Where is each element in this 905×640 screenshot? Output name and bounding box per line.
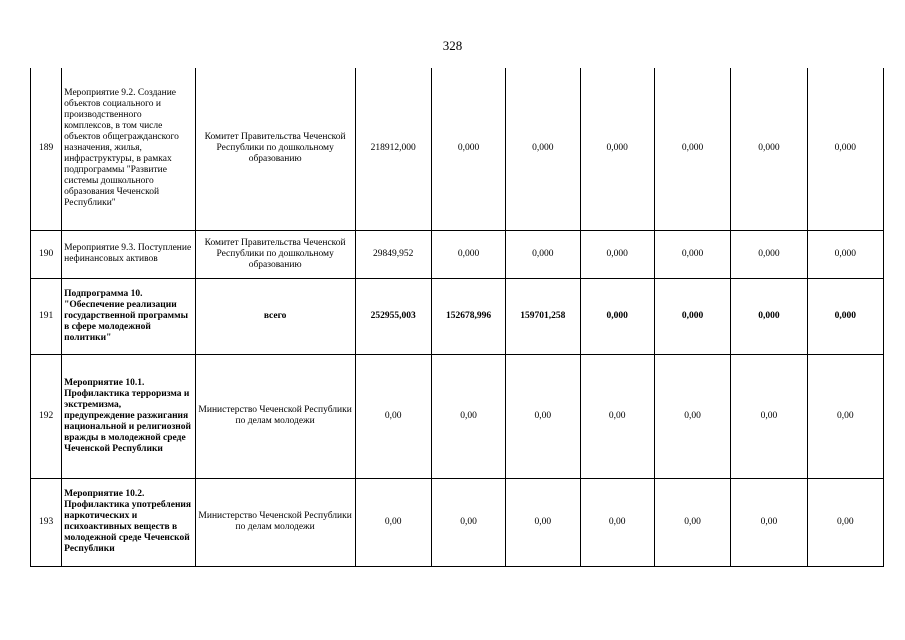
table-row [31, 354, 884, 478]
executor: Министерство Чеченской Республики по делам молодежи [195, 354, 355, 478]
value-cell: 0,00 [654, 354, 730, 478]
value-cell: 0,000 [431, 68, 505, 230]
row-number: 190 [31, 230, 62, 278]
budget-table [30, 68, 884, 567]
row-number: 193 [31, 478, 62, 566]
value-cell: 0,000 [431, 230, 505, 278]
page-number: 328 [442, 38, 463, 53]
value-cell: 252955,003 [355, 278, 431, 354]
value-cell: 0,000 [580, 230, 654, 278]
table-row [31, 230, 884, 278]
value-cell: 0,00 [731, 354, 807, 478]
value-cell: 0,00 [431, 478, 505, 566]
activity-name: Мероприятие 9.2. Создание объектов социального и производственного комплексов, в том числе объектов общегражданского назначения, жилья, инфраструктуры, в рамках подпрограммы "Развитие системы дошкольного образования Чеченской Республики" [62, 68, 196, 230]
value-cell: 0,00 [580, 354, 654, 478]
value-cell: 0,00 [731, 478, 807, 566]
value-cell: 0,00 [355, 354, 431, 478]
table-row [31, 478, 884, 566]
activity-name: Мероприятие 9.3. Поступление нефинансовых активов [62, 230, 196, 278]
value-cell: 0,000 [807, 230, 883, 278]
value-cell: 0,000 [731, 68, 807, 230]
executor: Министерство Чеченской Республики по делам молодежи [195, 478, 355, 566]
value-cell: 0,000 [654, 278, 730, 354]
row-number: 192 [31, 354, 62, 478]
value-cell: 0,00 [506, 354, 580, 478]
value-cell: 159701,258 [506, 278, 580, 354]
activity-name: Мероприятие 10.1. Профилактика терроризма и экстремизма, предупреждение разжигания национальной и религиозной вражды в молодежной среде Чеченской Республики [62, 354, 196, 478]
value-cell: 0,000 [807, 68, 883, 230]
value-cell: 29849,952 [355, 230, 431, 278]
value-cell: 0,000 [731, 278, 807, 354]
value-cell: 0,000 [580, 68, 654, 230]
value-cell: 0,000 [731, 230, 807, 278]
executor: Комитет Правительства Чеченской Республики по дошкольному образованию [195, 68, 355, 230]
value-cell: 0,000 [654, 230, 730, 278]
value-cell: 0,00 [654, 478, 730, 566]
table-row [31, 68, 884, 230]
table-row [31, 278, 884, 354]
value-cell: 0,00 [506, 478, 580, 566]
value-cell: 0,000 [506, 230, 580, 278]
executor: Комитет Правительства Чеченской Республики по дошкольному образованию [195, 230, 355, 278]
row-number: 191 [31, 278, 62, 354]
value-cell: 0,00 [355, 478, 431, 566]
value-cell: 218912,000 [355, 68, 431, 230]
value-cell: 0,000 [654, 68, 730, 230]
subprogram-name: Подпрограмма 10. "Обеспечение реализации государственной программы в сфере молодежной политики" [62, 278, 196, 354]
value-cell: 0,00 [431, 354, 505, 478]
value-cell: 152678,996 [431, 278, 505, 354]
value-cell: 0,00 [807, 478, 883, 566]
value-cell: 0,000 [506, 68, 580, 230]
row-number: 189 [31, 68, 62, 230]
activity-name: Мероприятие 10.2. Профилактика употребления наркотических и психоактивных веществ в молодежной среде Чеченской Республики [62, 478, 196, 566]
value-cell: 0,00 [580, 478, 654, 566]
value-cell: 0,000 [580, 278, 654, 354]
value-cell: 0,00 [807, 354, 883, 478]
executor: всего [195, 278, 355, 354]
value-cell: 0,000 [807, 278, 883, 354]
